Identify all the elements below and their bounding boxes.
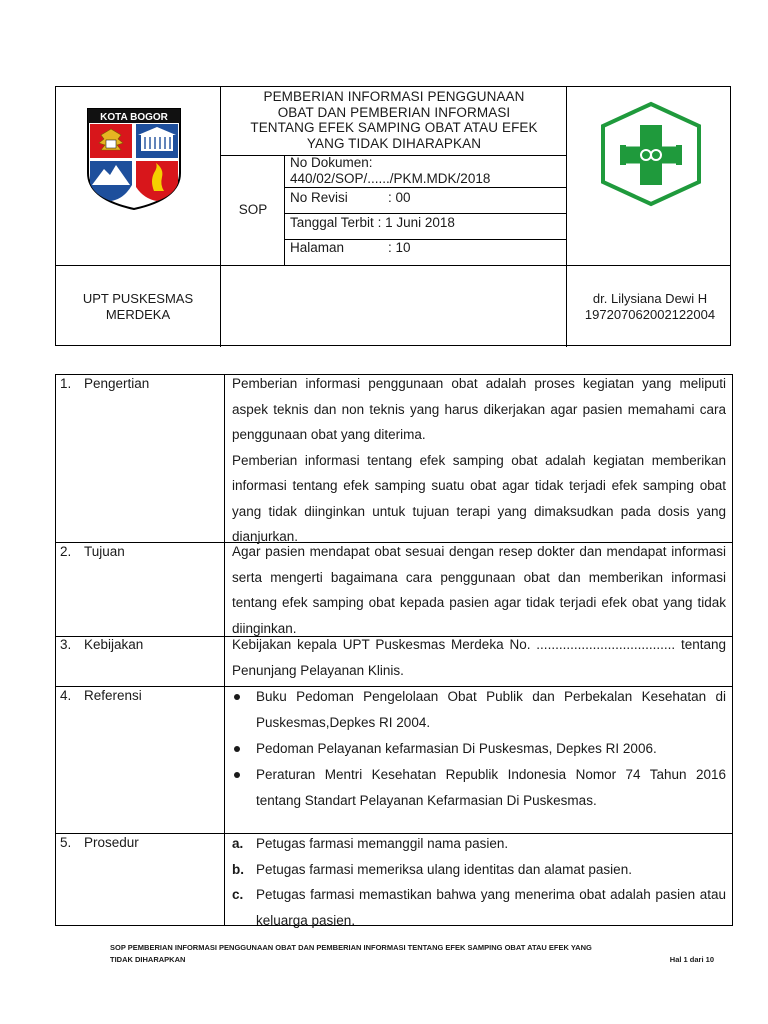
sop-body-table bbox=[55, 374, 733, 926]
sop-label: SOP bbox=[238, 202, 268, 217]
section-label-referensi bbox=[60, 688, 142, 703]
kota-bogor-logo-icon bbox=[84, 103, 184, 211]
section-number: 3. bbox=[60, 637, 72, 652]
tanggal-terbit-value: : 1 Juni 2018 bbox=[377, 215, 455, 230]
no-revisi-label: No Revisi bbox=[290, 190, 348, 205]
page-number: Hal 1 dari 10 bbox=[669, 955, 714, 964]
section-label-kebijakan bbox=[60, 637, 143, 652]
signer-name: dr. Lilysiana Dewi H bbox=[592, 291, 708, 306]
title-line: TENTANG EFEK SAMPING OBAT ATAU EFEK bbox=[250, 120, 538, 136]
kebijakan-text: Kebijakan kepala UPT Puskesmas Merdeka No. ..................................... tentang Penunjang Pelayanan Klinis. bbox=[232, 637, 726, 678]
pengertian-text bbox=[232, 371, 726, 550]
list-marker: c. bbox=[232, 887, 244, 902]
title-line: OBAT DAN PEMBERIAN INFORMASI bbox=[277, 104, 511, 120]
document-title bbox=[222, 89, 566, 151]
section-title: Referensi bbox=[84, 688, 142, 703]
section-title: Prosedur bbox=[84, 835, 139, 850]
prosedur-item: Petugas farmasi memanggil nama pasien. bbox=[256, 836, 509, 851]
list-marker: a. bbox=[232, 836, 244, 851]
tanggal-terbit-label: Tanggal Terbit bbox=[290, 215, 374, 230]
section-title: Kebijakan bbox=[84, 637, 144, 652]
section-number: 1. bbox=[60, 376, 72, 391]
list-item bbox=[232, 882, 726, 933]
section-number: 4. bbox=[60, 688, 72, 703]
tujuan-text: Agar pasien mendapat obat sesuai dengan resep dokter dan mendapat informasi serta mengerti bagaimana cara penggunaan obat dan memberikan informasi tentang efek samping obat kepada pasien agar tidak terjadi efek obat yang tidak diinginkan. bbox=[232, 544, 726, 636]
halaman-label: Halaman bbox=[290, 240, 345, 255]
section-label-prosedur bbox=[60, 835, 139, 850]
footer-title-line: TIDAK DIHARAPKAN bbox=[110, 955, 186, 964]
signer bbox=[568, 291, 732, 322]
title-line: PEMBERIAN INFORMASI PENGGUNAAN bbox=[263, 89, 525, 104]
no-revisi bbox=[290, 190, 411, 206]
bullet-icon bbox=[234, 772, 240, 778]
signer-nip: 197207062002122004 bbox=[584, 306, 716, 322]
footer-title-line: SOP PEMBERIAN INFORMASI PENGGUNAAN OBAT DAN PEMBERIAN INFORMASI TENTANG EFEK SAMPING OBAT ATAU EFEK YANG bbox=[110, 943, 592, 952]
bullet-icon bbox=[234, 746, 240, 752]
page-footer bbox=[110, 942, 714, 966]
list-item bbox=[232, 831, 726, 857]
section-label-tujuan bbox=[60, 544, 125, 559]
puskesmas-logo-icon bbox=[596, 101, 706, 207]
paragraph: Pemberian informasi tentang efek samping obat adalah kegiatan memberikan informasi tentang efek samping suatu obat agar tidak terjadi efek samping obat yang tidak diinginkan untuk tujuan terapi yang dimaksudkan pada dosis yang dianjurkan. bbox=[232, 452, 726, 544]
section-title: Pengertian bbox=[84, 376, 150, 391]
unit-line: MERDEKA bbox=[105, 306, 171, 322]
list-item bbox=[232, 762, 726, 814]
referensi-item: Pedoman Pelayanan kefarmasian Di Puskesmas, Depkes RI 2006. bbox=[256, 741, 657, 756]
referensi-list bbox=[232, 684, 726, 814]
referensi-item: Peraturan Mentri Kesehatan Republik Indonesia Nomor 74 Tahun 2016 tentang Standart Pelayanan Kefarmasian Di Puskesmas. bbox=[256, 767, 726, 808]
logo-kota-bogor-text: KOTA BOGOR bbox=[100, 112, 168, 123]
prosedur-item: Petugas farmasi memastikan bahwa yang menerima obat adalah pasien atau keluarga pasien. bbox=[256, 887, 726, 928]
tanggal-terbit bbox=[290, 215, 455, 231]
prosedur-list bbox=[232, 831, 726, 933]
title-line: YANG TIDAK DIHARAPKAN bbox=[306, 135, 482, 151]
halaman bbox=[290, 240, 411, 256]
section-number: 2. bbox=[60, 544, 72, 559]
no-dokumen bbox=[290, 155, 490, 186]
bullet-icon bbox=[234, 694, 240, 700]
no-dokumen-value: 440/02/SOP/....../PKM.MDK/2018 bbox=[290, 170, 491, 186]
list-item bbox=[232, 736, 726, 762]
list-marker: b. bbox=[232, 861, 244, 877]
no-dokumen-label: No Dokumen: bbox=[290, 155, 373, 170]
halaman-value: : 10 bbox=[388, 240, 411, 255]
paragraph: Pemberian informasi penggunaan obat adalah proses kegiatan yang meliputi aspek teknis dan non teknis yang harus dikerjakan agar pasien memahami cara penggunaan obat yang diterima. bbox=[232, 376, 726, 442]
prosedur-item: Petugas farmasi memeriksa ulang identitas dan alamat pasien. bbox=[256, 861, 632, 877]
list-item bbox=[232, 857, 726, 883]
section-label-pengertian bbox=[60, 376, 149, 391]
sop-header-table bbox=[55, 86, 731, 346]
no-revisi-value: : 00 bbox=[388, 190, 411, 205]
referensi-item: Buku Pedoman Pengelolaan Obat Publik dan Perbekalan Kesehatan di Puskesmas,Depkes RI 2004. bbox=[256, 689, 726, 730]
section-title: Tujuan bbox=[84, 544, 125, 559]
unit-line: UPT PUSKESMAS bbox=[82, 291, 194, 306]
section-number: 5. bbox=[60, 835, 72, 850]
unit-name bbox=[56, 291, 220, 322]
list-item bbox=[232, 684, 726, 736]
